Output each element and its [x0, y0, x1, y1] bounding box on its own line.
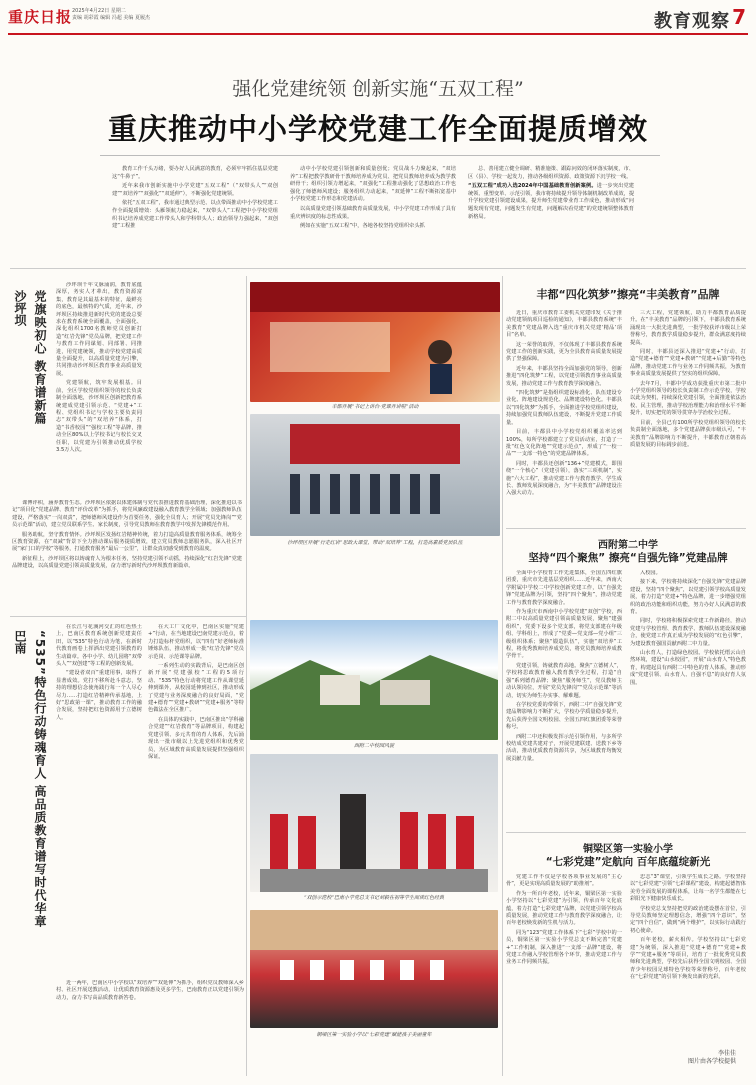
- shapingba-column-1: [56, 282, 142, 498]
- xifu-paragraph: 山水育人，打造绿色校园。学校依托缙云山自然环境，建设“山水校园”，开展“山水育人”特色教育，构建起具有西附二中特色的育人体系，推动形成“党建引领、山水育人、自强不息”的良好育人氛围。: [630, 650, 746, 686]
- banan-paragraph: 在大工厂文化中，巴南区实施“党建+”行动，在当地建设巴南党建示范点，着力打造标杆党组织，以“四有”好老师标准锤炼队伍，推动形成一批“红岩先锋”党员示范岗、示范课等品牌。: [148, 624, 244, 660]
- fengdu-paragraph: 目前，丰都县中小学校党组织覆盖率达到100%，每所学校都建立了党员活动室，打造了一批“红色文化阵地”“党建示范点”，形成了“一校一品”“一支部一特色”的党建品牌体系。: [506, 429, 622, 458]
- tongliang-caption: 铜梁区第一实验小学以“七彩党建”赋能孩子美丽童年: [316, 1032, 432, 1038]
- newspaper-logo: 重庆日报: [8, 8, 73, 26]
- xifu-column-2: [630, 570, 746, 826]
- shapingba-paragraph: 新征程上，沙坪坝区将以铸魂育人为根本任务，坚持党建引领不动摇，持续深化“红岩先锋”党建品牌建设，以高质量党建引领高质量发展，奋力谱写新时代沙坪坝教育新篇章。: [12, 555, 242, 570]
- tongliang-column-2: [630, 874, 746, 1044]
- intro-paragraph: 以高质量党建引领基础教育高质量发展，中小学党建工作形成了具有重庆辨识度的标志性成果。: [290, 205, 456, 220]
- headline-rule: [100, 155, 660, 156]
- masthead: [8, 6, 748, 32]
- banan-location: 巴南: [13, 630, 27, 654]
- shapingba-paragraph: 服务助航，坚守教育情怀。沙坪坝区发扬红岩精神传统，着力打造高质量教育服务体系，统筹全区教育资源，在“双减”背景下全力推动课后服务提质增效，建立党员教师志愿服务队，深入社区开展“家门口的学校”等服务，打通教育服务“最后一公里”，让群众真切感受到教育的温度。: [12, 531, 242, 553]
- banan-column-1: [56, 624, 142, 834]
- xifu-paragraph: 在学校党委的带领下，西附二中“自强先锋”党建品牌影响力不断扩大，学校办学质量稳步提升，先后获得全国文明校园、全国五四红旗团委等荣誉称号。: [506, 701, 622, 731]
- lecture-scene-icon: [250, 282, 500, 402]
- subheadline: 强化党建统领 创新实施“五双工程”: [232, 78, 524, 100]
- reading-scene-icon: [250, 754, 498, 892]
- intro-paragraph: 例如在实施“五双工程”中，各地各校坚持党组织牵头抓: [300, 223, 425, 230]
- intro-bold-text: “五双工程”成功入选2024年中国基础教育创新案例。: [468, 183, 597, 190]
- xifu-campus-photo: [250, 620, 498, 740]
- fengdu-paragraph: “四化筑梦”是指组织建设标准化、队伍建设专业化、阵地建设规范化、品牌建设特色化。丰都县以“四化筑梦”为抓手，全面推进学校党组织建设，持续加强党员教师队伍建设，不断提升党建工作质量。: [506, 390, 622, 426]
- xifu-column-1: [506, 570, 622, 826]
- shapingba-title: 党旗映初心 教育谱新篇: [33, 290, 47, 426]
- tongliang-school-name: 铜梁区第一实验小学: [583, 844, 673, 855]
- fengdu-paragraph: 同时，丰都县还创新“136+”党建模式，即围绕“一个核心”（党建引领），落实“三项机制”，实施“六大工程”，推动党建工作与教育教学、学生成长、教师发展深度融合，为“丰美教育”品牌建设注入强大动力。: [506, 460, 622, 497]
- xifu-title: 坚持“四个聚焦” 擦亮“自强先锋”党建品牌: [528, 552, 728, 564]
- banan-paragraph: “建设者双百”重建用事，取得了显著成效。党打不移所赴斗意志，坚持的理想信念使角践行每一个人尽心尽力……打造红岩精神传承基地，上好“思政第一课”，推动教育工作的融合发展，坚持把红色资源用于立德树人。: [56, 670, 142, 721]
- fengdu-paragraph: 这一荣誉的取得，不仅体现了丰都县教育系统党建工作的创新实践，更为全县教育高质量发展提供了坚强保障。: [506, 341, 622, 363]
- author-name: 李佳佳: [717, 1050, 736, 1057]
- tongliang-paragraph: 忠志“3”课堂，引领学生成长之路。学校坚持以“七彩党建”引领“七彩课程”建设，构建起德智体美劳全面发展的课程体系，让每一名学生都能在七彩阳光下健康快乐成长。: [630, 874, 746, 903]
- xifu-paragraph: 全面中小学校育工作先进集体，全国五四红旗团委，重庆市先进基层党组织……近年来，西南大学附属中学校二中学校创新党建工作，以“自强先锋”党建品牌为引领，坚持“四个聚焦”，推动党建工作与教育教学深度融合。: [506, 570, 622, 606]
- column-divider-right: [502, 276, 503, 1076]
- tongliang-paragraph: 学校党总支坚持把党的政治建设摆在首位，引导党员教师坚定理想信念，增强“四个意识”，坚定“四个自信”，做到“两个维护”，以实际行动践行初心使命。: [630, 905, 746, 934]
- party-lecture-caption: 丰都开展“书记上讲台·党课开讲啦”活动: [331, 404, 419, 410]
- banan-column-2: [148, 624, 244, 974]
- shapingba-paragraph: 党建领航，筑牢发展根基。目前，全区学校党组织领导的校长负责制全面落地，沙坪坝区创新把教育系统建成党建引领示范、“党建+”工程、党组织书记与学校主要负责同志“双带头”的“双培养”体系，打造“书香校园”“强校工程”等品牌，推动全区80%以上学校书记与校长交叉任职，以党建为引领推动优质学校3.5万人次。: [56, 380, 142, 453]
- tongliang-title: “七彩党建”定航向 百年底蕴绽新光: [545, 856, 711, 868]
- masthead-rule: [8, 33, 748, 35]
- photo-credit: 图片由各学校提供: [687, 1058, 736, 1065]
- intro-column-3: [468, 166, 634, 223]
- column-divider-left: [246, 276, 247, 1076]
- intro-column-2: [290, 166, 456, 233]
- group-photo-icon: [250, 414, 500, 536]
- fengdu-paragraph: 同时，丰都县还深入推进“党建+”行动，打造“党建+德育”“党建+教研”“党建+后勤”等特色品牌，推动党建工作与业务工作同频共振，为教育事业高质量发展提供了坚实的组织保障。: [630, 349, 746, 378]
- tongliang-photo: [250, 910, 498, 1028]
- intro-paragraph: [468, 183, 634, 221]
- shapingba-location: 沙坪坝: [13, 290, 27, 326]
- tongliang-paragraph: 党建工作不仅是学校各项事业发展的“主心骨”，更是实现高质量发展的“助推剂”。: [506, 874, 622, 888]
- date-line: 2025年4月22日 星期二: [72, 8, 126, 14]
- intro-paragraph: 教育工作千头万绪，要办好人民满意的教育，必须牢牢抓住基层党建这“牛鼻子”。: [112, 166, 278, 180]
- shapingba-group-photo: [250, 414, 500, 536]
- fengdu-paragraph: 目前，全县已有100所学校党组织领导的校长负责制全面落地，多个党建品牌获市级认可，“丰美教育”品牌影响力不断提升，丰都教育正朝着高质量发展的目标阔步前进。: [630, 419, 746, 448]
- right-divider-2: [506, 832, 746, 833]
- banan-paragraph: 在长江与花溪河交汇的红色热土上，巴南区教育系统创新党建责任田，以“535”特色行动为笔，在新时代教育画卷上挥洒出党建引领教育的生动篇章。各中小学、幼儿园将“双带头人”“双创建”等工程的创新发展。: [56, 624, 142, 668]
- party-lecture-photo: [250, 282, 500, 402]
- tongliang-column-1: [506, 874, 622, 1044]
- fengdu-paragraph: 近年来，丰都县坚持全面加强党的领导，创新推进“四化筑梦”工程，以党建引领教育事业高质量发展，推动党建工作与教育教学深度融合。: [506, 365, 622, 387]
- fengdu-paragraph: 三大工程，党建领航，助力丰都教育品质提升。在“丰美教育”品牌的引领下，丰都县教育系统涌现出一大批先进典型，一批学校获评市级以上荣誉称号，教育教学质量稳步提升，群众满意度持续提高。: [630, 310, 746, 346]
- xifu-school-name: 西附第二中学: [598, 540, 658, 551]
- fengdu-paragraph: 近日，重庆市教育工委机关党建印发《关于推动党建领航项目巡检的通知》，丰都县教育系统“丰美教育”党建品牌入选“重庆市机关党建‘精品’项目”名单。: [506, 310, 622, 339]
- xifu-paragraph: 作为重庆市西南中小学校党建“双创”学校，西附二中以高质量党建引领高质量发展，聚焦“建强组织”，党委下设多个党支部，将党支部建在年级组、学科组上，形成了“党委—党支部—党小组”三级组织体系；聚焦“锻造队伍”，实施“双培养”工程，将优秀教师培养成党员，将党员教师培养成教学骨干。: [506, 609, 622, 660]
- banan-paragraph: 一系列生动的实践背后，是巴南区创新开展“党建强校”工程的5项行动、“535”特色行动将党建工作从课堂延伸到课外，从校园延伸到社区，推动形成了党建与业务深度融合的良好局面，“党建+德育”“党建+教研”“党建+服务”等特色做法在全区推广。: [148, 663, 244, 714]
- left-section-divider: [10, 616, 246, 617]
- section-title: 教育观察: [654, 11, 730, 32]
- banan-paragraph: 近一两年，巴南区中小学校以“双培养”“双延伸”为抓手，组织党员教师深入乡村、社区开展送教活动，让优质教育资源惠及更多学生，巴南教育正以党建引领为动力，奋力书写高品质教育新答卷。: [56, 980, 244, 1001]
- xifu-paragraph: 同时，学校将积极探索党建工作新路径，推动党建与学校管理、教育教学、教师队伍建设深度融合，使党建工作真正成为学校发展的“红色引擎”，为建设教育强国贡献西附二中力量。: [630, 618, 746, 647]
- banan-reading-photo: [250, 754, 498, 892]
- intro-divider: [10, 268, 746, 269]
- fengdu-column-2: [630, 310, 746, 522]
- author-credit: [688, 1050, 736, 1066]
- intro-paragraph: 近年来我市创新实施中小学党建“五双工程”（“双带头人”“双创建”“双培养”“双强化”“双延伸”），不断强化党建统领。: [112, 183, 278, 197]
- xifu-paragraph: 入校园。: [640, 570, 661, 576]
- banan-paragraph: 在具体的实践中，巴南区推出“学科融合党建”“红岩教育”等品牌项目，构建起党建引领、多元共育的育人体系，先后涌现出一批市级以上先进党组织和优秀党员，为区域教育高质量发展提供坚强组织保证。: [148, 716, 244, 760]
- masthead-meta: [72, 8, 150, 22]
- fengdu-paragraph: 去年7月，丰都中学成功获批重庆市第二批中小学党组织领导的校长负责制工作示范学校，学校以此为契机，持续深化党建引领，全面推进依法治校、民主管理，推动学校治理能力和治理水平不断提升，切实把党的领导贯穿办学治校全过程。: [630, 380, 746, 417]
- banan-reading-caption: “双创示范校”巴南小学党总支书记刘毅在初等学生阅读红色经典: [303, 895, 445, 901]
- xifu-paragraph: 西附二中还积极发挥示范引领作用，与多所学校结成党建共建对子，开展党建联建、送教下乡等活动，推动优质教育资源共享，为区域教育均衡发展贡献力量。: [506, 733, 622, 762]
- intro-paragraph: 依托“五双工程”，我市通过典型示范、以点带面推动中小学校党建工作全面提质增效：头雁领航力稳起来，“双带头人”工程把中小学校党组织书记培养成党建工作带头人和学科带头人；政治领导力强起来，“双创建”工程推: [112, 200, 278, 230]
- fengdu-column-1: [506, 310, 622, 522]
- tongliang-paragraph: 百年老校，薪火相传。学校坚持以“七彩党建”为统领，深入推进“党建+德育”“党建+教学”“党建+服务”等项目，培育了一批优秀党员教师和先进典型，学校先后获得全国文明校园、全国青少年校园足球特色学校等荣誉称号，百年老校在“七彩党建”的引领下焕发出新的光彩。: [630, 937, 746, 981]
- banan-title: “535”特色行动铸魂育人 高品质教育谱写时代华章: [33, 630, 47, 928]
- intro-paragraph: 总、善用建立健全调研、精准施策、跟踪问效的闭环落实制度，市、区（县）、学校一起发力，推动各级组织资源、政策资源下沉学校一线。: [468, 166, 634, 180]
- banan-column-3: [56, 980, 244, 1075]
- intro-column-1: [112, 166, 278, 233]
- right-divider-1: [506, 528, 746, 529]
- campus-scene-icon: [250, 620, 498, 740]
- children-performance-icon: [250, 910, 498, 1028]
- xifu-paragraph: 接下来，学校将持续深化“自强先锋”党建品牌建设，坚持“四个聚焦”，以党建引领学校高质量发展，着力打造“党建+”特色品牌，进一步增强党组织的政治功能和组织功能，努力办好人民满意的教育。: [630, 579, 746, 616]
- xifu-paragraph: 党建引领，铸就教育高地。聚焦“立德树人”，学校将思政教育融入教育教学全过程，打造“自强”系列德育品牌；聚焦“服务师生”，党员教师主动认领岗位，开展“党员先锋岗”“党员示范课”等活动，切实为师生办实事、解难题。: [506, 662, 622, 699]
- intro-text: 进一步突出党建统领、重塑变革、示范引领，我市将持续提升领导体制机制改革成效，提升学校党建引领建设成果，提升师生党建带业育工作成色，推动形成“问题发现有党建，问题发生有党建，问题解决看党建”的党建统领整体教育新格局。: [468, 183, 635, 220]
- tongliang-paragraph: 作为一所百年老校，近年来，铜梁区第一实验小学坚持以“七彩党建”为引领，传承百年文化底蕴，着力打造“七彩党建”品牌，以党建引领学校高质量发展，推动党建工作与教育教学深度融合，让百年老校焕发新的生机与活力。: [506, 890, 622, 927]
- page-number: 7: [732, 5, 746, 29]
- editors-line: 责编 胡彩霞 编辑 冯超 美编 夏履杰: [72, 15, 150, 21]
- shapingba-paragraph: 课博评积，涵养教育生态。沙坪坝区依据以体建体制与党代表推进教育基础治理，深化推进以书记“项目化”党建品牌、教育“评价改革”为抓手，将党风廉政建设融入教育教学全领域；加强教师队伍建设，严格落实“一岗双责”，把师德师风建设作为首要任务，强化全员育人；开展“党员先锋岗”“党员示范课”活动，建立党员联系学生、家长制度，引导党员教师在教育教学中发挥先锋模范作用。: [12, 500, 242, 529]
- shapingba-group-caption: 沙坪坝区开展“行走红岩”思政大课堂，带动“双培养”工程，打造高素质党员队伍: [287, 540, 463, 546]
- fengdu-title: 丰都“四化筑梦”擦亮“丰美教育”品牌: [536, 288, 720, 301]
- intro-paragraph: 动中小学校党建引领创新和质量创优；党员战斗力聚起来，“双培养”工程把教学教研骨干教师培养成为党员、把党员教师培养成为教学教研骨干；组织引领力增起来，“双强化”工程推动强化了思想政治工作也强化了师德师风建设；服务组织力动起来，“双延伸”工程不断拓宽基中小学校党建工作形态和党建活动。: [290, 166, 456, 203]
- shapingba-paragraph: 沙坪坝千年文脉涌润，教育底蕴深厚，务实人才辈出，教育资源富集，教育是其最基本的特征，最鲜亮的底色，最核特的气质，近年来，沙坪坝区持续推进新时代党的建设总要求在教育系统全面覆盖，全面强化、深化组织1700名教师党员创新打造“红岩先锋”党员品牌，把党建工作与教育工作同谋划、同部署、同推进，用党建统领，推动学校党建高质量全面提升，以高质量党建为引擎，共同推动沙坪坝区教育事业高质量发展。: [56, 282, 142, 377]
- tongliang-paragraph: 同为“123”党建工作体系下“七彩”学校中的一员，铜梁区第一实验小学党总支不断完善“党建+”工作机制，深入推进“一支部一品牌”建设，将党建工作融入学校管理各个环节，推动党建工作与业务工作同频共振。: [506, 929, 622, 966]
- shapingba-column-2: [12, 500, 242, 612]
- xifu-campus-caption: 西附二中校园风貌: [353, 743, 394, 749]
- headline: 重庆推动中小学校党建工作全面提质增效: [107, 112, 648, 146]
